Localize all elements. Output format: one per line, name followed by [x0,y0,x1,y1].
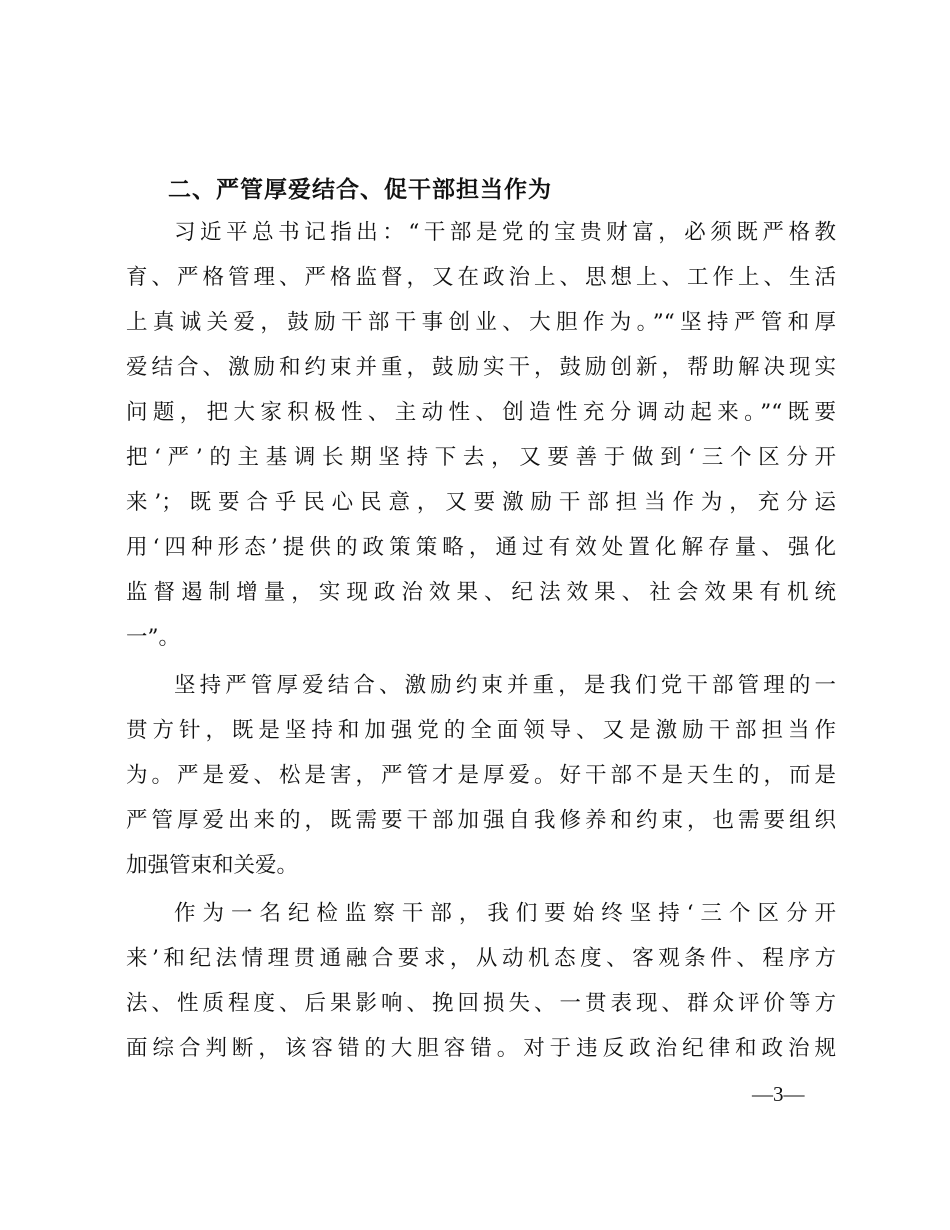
text-line: 法、性质程度、后果影响、挽回损失、一贯表现、群众评价等方 [126,991,836,1016]
text-line: 问题，把大家积极性、主动性、创造性充分调动起来。”“既要 [126,400,836,425]
paragraph-3 [126,891,836,1071]
text-line: 为。严是爱、松是害，严管才是厚爱。好干部不是天生的，而是 [126,763,836,788]
text-line: 来’和纪法情理贯通融合要求，从动机态度、客观条件、程序方 [126,946,836,971]
document-body [126,170,836,1071]
text-line: 习近平总书记指出：“干部是党的宝贵财富，必须既严格教 [174,220,836,245]
text-line: 用‘四种形态’提供的政策策略，通过有效处置化解存量、强化 [126,535,836,560]
paragraph-1 [126,210,836,660]
text-line: 坚持严管厚爱结合、激励约束并重，是我们党干部管理的一 [174,673,836,698]
text-line: 爱结合、激励和约束并重，鼓励实干，鼓励创新，帮助解决现实 [126,355,836,380]
text-line: 严管厚爱出来的，既需要干部加强自我修养和约束，也需要组织 [126,808,836,833]
text-line: 把‘严’的主基调长期坚持下去，又要善于做到‘三个区分开 [126,445,836,470]
text-line: 作为一名纪检监察干部，我们要始终坚持‘三个区分开 [174,901,836,926]
text-line: 面综合判断，该容错的大胆容错。对于违反政治纪律和政治规 [126,1036,836,1061]
page-number: —3— [752,1082,805,1106]
text-line: 上真诚关爱，鼓励干部干事创业、大胆作为。”“坚持严管和厚 [126,310,836,335]
section-heading: 二、严管厚爱结合、促干部担当作为 [168,177,552,203]
paragraph-2 [126,663,836,888]
text-line: 监督遏制增量，实现政治效果、纪法效果、社会效果有机统 [126,580,836,605]
text-line: 贯方针，既是坚持和加强党的全面领导、又是激励干部担当作 [126,718,836,743]
text-line: 加强管束和关爱。 [126,853,299,878]
text-line: 一”。 [126,625,180,650]
text-line: 来’；既要合乎民心民意，又要激励干部担当作为，充分运 [126,490,836,515]
text-line: 育、严格管理、严格监督，又在政治上、思想上、工作上、生活 [126,265,836,290]
